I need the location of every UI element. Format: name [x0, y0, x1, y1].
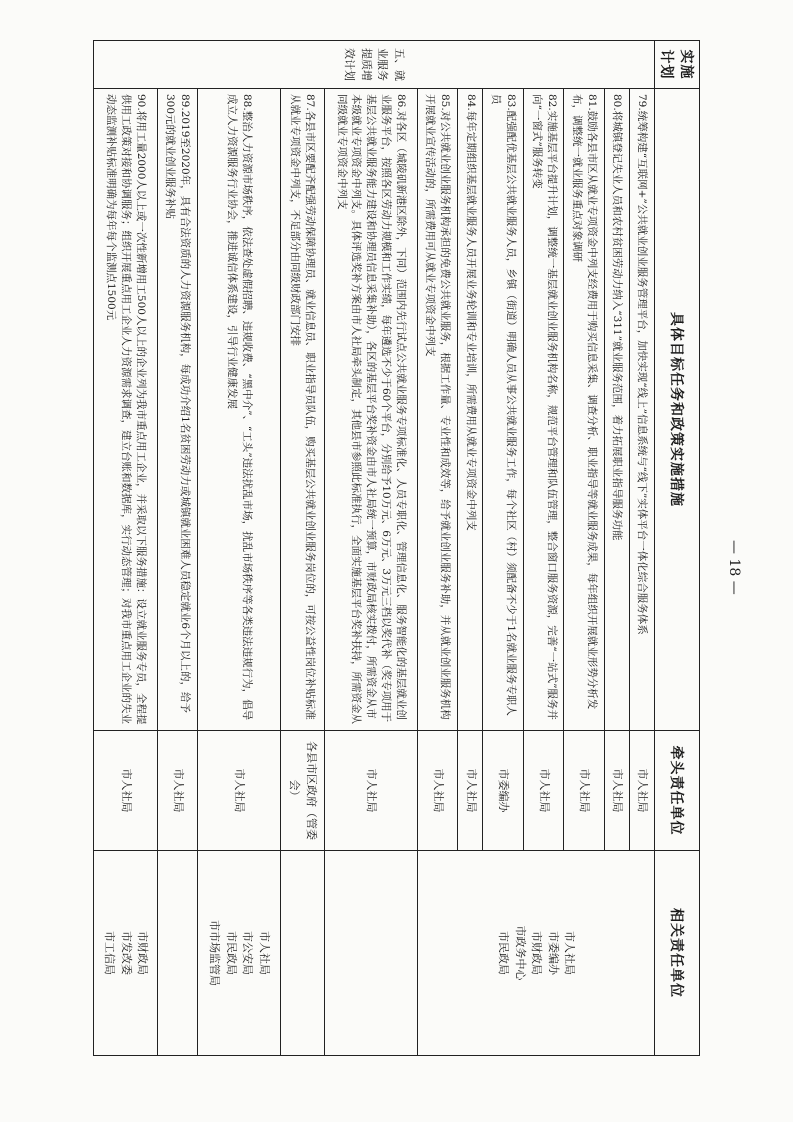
lead-unit-cell: 市人社局 [198, 731, 281, 851]
task-cell: 79.统筹构建“互联网+”公共就业创业服务管理平台，加快实现“线上”信息系统与“线下”实体平台一体化综合服务体系 [629, 89, 654, 731]
related-unit-cell [94, 851, 158, 1056]
related-unit-cell [280, 851, 324, 1056]
task-cell: 81.鼓励各县市区从就业专项资金中列支经费用于购买信息采集、调查分析、职业指导等就业服务成果，每年组织开展就业形势分析发布，调整统一就业服务重点对象调研 [564, 89, 605, 731]
task-table [93, 40, 700, 1056]
lead-unit-cell: 市委编办 [483, 731, 524, 851]
table-row [157, 41, 198, 1056]
related-unit: 市公安局 [241, 931, 255, 975]
header-lead-unit: 牵头责任单位 [655, 731, 700, 851]
related-unit: 市民政局 [224, 931, 238, 975]
lead-unit-cell: 各县市区政府（管委会） [280, 731, 324, 851]
task-cell: 89.2019至2020年，具有合法资质的人力资源服务机构，每成功介绍1名贫困劳动力或城镇就业困难人员稳定就业6个月以上的，给予300元的就业创业服务补贴 [157, 89, 198, 731]
lead-unit-cell: 市人社局 [604, 731, 629, 851]
task-cell: 86.对各区（城陵矶新港区除外，下同）范围内先行试点公共就业服务专项标准化、人员专职化、管理信息化、服务智能化的基层就业创业服务平台，按照各区劳动力规模和工作实绩，每年遴选不少于60个平台，分别给予10万元、6万元、3万元三档以奖代补（奖专项用于基层公共就业服务能力建设和协理员信息采集补助），各区的基层平台奖补资金由市人社局统一预算，市财政局核实拨付，所需资金从市本级就业专项资金中列支。具体评选奖补方案由市人社局牵头制定，其他县市参照此标准执行，全面实施基层平台奖补扶持，所需资金从同级就业专项资金中列支 [325, 89, 418, 731]
related-unit: 市人社局 [563, 931, 577, 975]
lead-unit-cell: 市人社局 [157, 731, 198, 851]
lead-unit-cell: 市人社局 [417, 731, 458, 851]
lead-unit-cell: 市人社局 [458, 731, 483, 851]
plan-cell: 五、就业服务提质增效计划 [94, 41, 655, 89]
related-unit-cell [198, 851, 281, 1056]
lead-unit-cell: 市人社局 [523, 731, 564, 851]
task-cell: 90.将用工量2000人以上或一次性新增用工500人以上的企业列为我市重点用工企业，并采取以下服务措施：设立就业服务专员，全程提供用工政策对接和协调服务；组织开展重点用工企业人力资源需求调查，建立台账和数据库，实行动态管理；对我市重点用工企业的失业动态监测补贴标准明确为每年每个监测点1500元 [94, 89, 158, 731]
related-unit: 市工信局 [103, 931, 117, 975]
task-cell: 88.整治人力资源市场秩序，依法查处虚假招聘、违规收费、“黑中介”、“工头”违法扰乱市场，扰乱市场秩序等各类违法违规行为，倡导成立人力资源服务行业协会，推进诚信体系建设，引导行业健康发展 [198, 89, 281, 731]
related-unit: 市政务中心 [513, 925, 527, 981]
related-unit: 市委编办 [546, 931, 560, 975]
task-cell: 83.配强配优基层公共就业服务人员，乡镇（街道）明确人员从事公共就业服务工作，每个社区（村）须配备不少于1名就业服务专职人员 [483, 89, 524, 731]
task-cell: 82.实施基层平台提升计划，调整统一基层就业创业服务机构名称，规范平台管理和队伍管理，整合窗口服务资源，完善“一站式”服务并向“一窗式”服务转变 [523, 89, 564, 731]
lead-unit-cell: 市人社局 [94, 731, 158, 851]
lead-unit-cell: 市人社局 [564, 731, 605, 851]
related-unit: 市市场监管局 [208, 920, 222, 986]
header-task: 具体目标任务和政策实施措施 [655, 89, 700, 731]
table-header-row [655, 41, 700, 1056]
table-row [94, 41, 158, 1056]
related-unit-cell [325, 851, 418, 1056]
related-unit: 市人社局 [257, 931, 271, 975]
task-cell: 80.将城镇登记失业人员和农村贫困劳动力纳入“311”就业服务范围，着力拓展职业指导服务功能 [604, 89, 629, 731]
rotated-table-stage [93, 40, 700, 1055]
table-row [280, 41, 324, 1056]
related-unit: 市财政局 [136, 931, 150, 975]
task-cell: 84.每年定期组织基层就业服务人员开展业务轮训和专业培训，所需费用从就业专项资金中列支 [458, 89, 483, 731]
related-unit: 市财政局 [530, 931, 544, 975]
related-unit: 市发改委 [119, 931, 133, 975]
task-cell: 87.各县市区要配齐配强劳动保障协理员、就业信息员、职业指导员队伍，购买基层公共就业创业服务岗位的，可按公益性岗位补贴标准从就业专项资金中列支，不足部分由同级财政部门安排 [280, 89, 324, 731]
lead-unit-cell: 市人社局 [629, 731, 654, 851]
related-unit-cell [157, 851, 198, 1056]
header-related-unit: 相关责任单位 [655, 851, 700, 1056]
header-plan: 实施计划 [655, 41, 700, 89]
page-number: — 18 — [726, 540, 742, 595]
related-unit-group [417, 851, 654, 1056]
table-row [325, 41, 418, 1056]
related-unit: 市民政局 [497, 931, 511, 975]
lead-unit-cell: 市人社局 [325, 731, 418, 851]
task-cell: 85.对公共就业创业服务机构承担的免费公共就业服务，根据工作量、专业性和成效等，给予就业创业服务补助，并从就业创业服务机构开展就业宣传活动的，所需费用可从就业专项资金中列支 [417, 89, 458, 731]
table-row [629, 41, 654, 1056]
table-row [198, 41, 281, 1056]
